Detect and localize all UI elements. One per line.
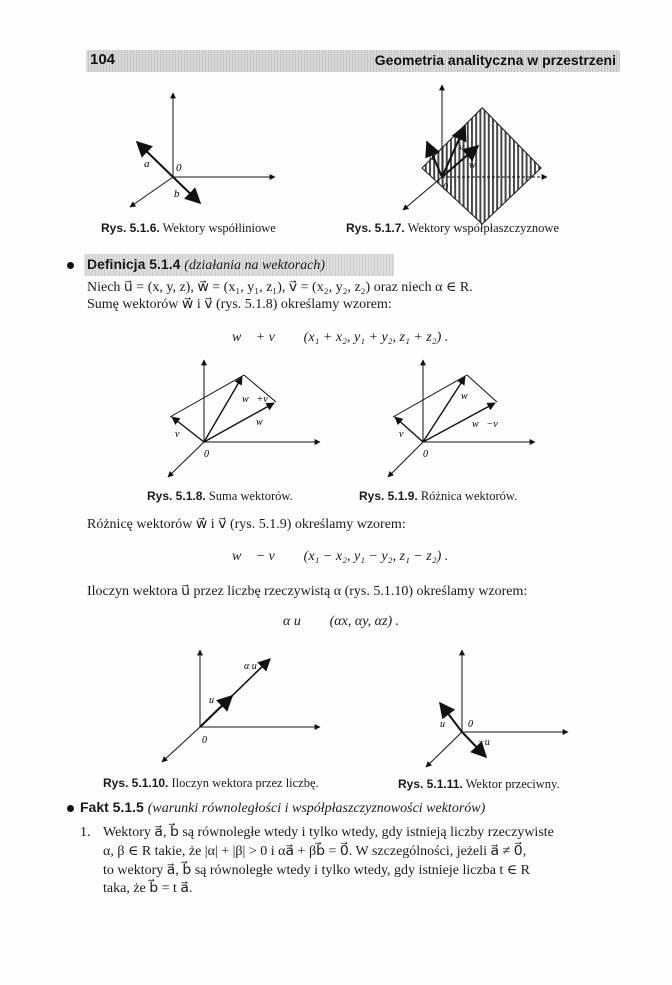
fact-line-3: to wektory a⃗, b⃗ są równoległe wtedy i tylko wtedy, gdy istnieje liczba t ∈ R — [103, 863, 531, 878]
fact-line-4: taka, że b⃗ = t a⃗. — [103, 881, 193, 896]
label-w-minus-v: w⃗−v⃗ — [472, 419, 506, 430]
running-title: Geometria analityczna w przestrzeni — [374, 52, 616, 68]
caption-fig-5-1-11: Rys. 5.1.11. Wektor przeciwny. — [398, 777, 560, 791]
fact-item-number: 1. — [80, 825, 91, 840]
bullet-definition — [67, 262, 74, 269]
axis-x — [388, 442, 423, 477]
caption-fig-5-1-10: Rys. 5.1.10. Iloczyn wektora przez liczbę. — [103, 776, 319, 790]
parallelogram-edge-1 — [393, 375, 467, 417]
figure-scalar-multiple — [160, 645, 340, 775]
fact-line-1: Wektory a⃗, b⃗ są równoległe wtedy i tylko wtedy, gdy istnieją liczby rzeczywiste — [103, 825, 554, 840]
figure-collinear-vectors — [110, 85, 300, 215]
label-u: u⃗ — [209, 695, 222, 706]
label-w: w⃗ — [256, 417, 271, 428]
running-header — [86, 50, 620, 72]
definition-line-4: Iloczyn wektora u⃗ przez liczbę rzeczywistą α (rys. 5.1.10) określamy wzorem: — [87, 584, 528, 599]
label-w: w⃗ — [461, 391, 476, 402]
label-zero: 0⃗ — [443, 182, 456, 193]
axis-x — [426, 732, 462, 767]
label-w: w⃗ — [469, 160, 484, 171]
label-zero: 0⃗ — [202, 735, 215, 746]
page-number: 104 — [90, 51, 116, 68]
label-u: u⃗ — [429, 152, 442, 163]
fact-line-2: α, β ∈ R takie, że |α| + |β| > 0 i αa⃗ + βb⃗ = 0⃗. W szczególności, jeżeli a⃗ ≠ 0⃗, — [103, 844, 527, 859]
label-w-plus-v: w⃗+v⃗ — [242, 394, 276, 405]
definition-line-1: Niech u⃗ = (x, y, z), w⃗ = (x₁, y₁, z₁), v⃗ = (x₂, y₂, z₂) oraz niech α ∈ R. — [87, 280, 473, 295]
label-zero: 0⃗ — [176, 162, 191, 174]
definition-heading — [87, 256, 325, 274]
figure-vector-difference — [385, 355, 565, 485]
label-v: v⃗ — [459, 142, 472, 153]
fact-heading — [80, 799, 485, 817]
formula-sum: w⃗ + v⃗ ≝ (x₁ + x₂, y₁ + y₂, z₁ + z₂) . — [232, 330, 449, 345]
fact-subtitle: (warunki równoległości i współpłaszczyznowości wektorów) — [147, 801, 486, 816]
figure-opposite-vector — [418, 645, 588, 775]
label-v: v⃗ — [175, 429, 188, 440]
fact-title: Fakt 5.1.5 — [80, 799, 144, 815]
label-zero: 0⃗ — [468, 719, 481, 730]
label-alpha-u: α u⃗ — [244, 661, 265, 672]
label-v: v⃗ — [399, 429, 412, 440]
definition-subtitle: (działania na wektorach) — [184, 258, 326, 273]
axis-x — [162, 727, 200, 762]
axis-x — [403, 177, 442, 210]
label-zero: 0⃗ — [423, 449, 436, 460]
formula-difference: w⃗ − v⃗ ≝ (x₁ − x₂, y₁ − y₂, z₁ − z₂) . — [232, 549, 449, 564]
caption-fig-5-1-6: Rys. 5.1.6. Wektory współliniowe — [101, 221, 276, 235]
label-a: a⃗ — [144, 158, 159, 170]
bullet-fact — [67, 805, 74, 812]
axis-x — [130, 177, 173, 207]
label-zero: 0⃗ — [204, 449, 217, 460]
definition-line-2: Sumę wektorów w⃗ i v⃗ (rys. 5.1.8) określamy wzorem: — [87, 297, 392, 312]
vector-w — [423, 377, 465, 442]
axis-x — [168, 442, 204, 477]
caption-fig-5-1-7: Rys. 5.1.7. Wektory współpłaszczyznowe — [346, 221, 559, 235]
formula-scalar: α u⃗ ≝ (αx, αy, αz) . — [283, 614, 400, 629]
caption-fig-5-1-9: Rys. 5.1.9. Różnica wektorów. — [359, 489, 518, 503]
label-minus-u: −u⃗ — [478, 737, 498, 748]
parallelogram-edge-1 — [170, 375, 244, 417]
figure-vector-sum — [160, 355, 340, 485]
label-u: u⃗ — [440, 719, 453, 730]
definition-line-3: Różnicę wektorów w⃗ i v⃗ (rys. 5.1.9) określamy wzorem: — [87, 517, 406, 532]
caption-fig-5-1-8: Rys. 5.1.8. Suma wektorów. — [147, 489, 293, 503]
definition-title: Definicja 5.1.4 — [87, 256, 181, 272]
label-b: b⃗ — [174, 188, 189, 200]
figure-coplanar-vectors — [385, 80, 575, 220]
